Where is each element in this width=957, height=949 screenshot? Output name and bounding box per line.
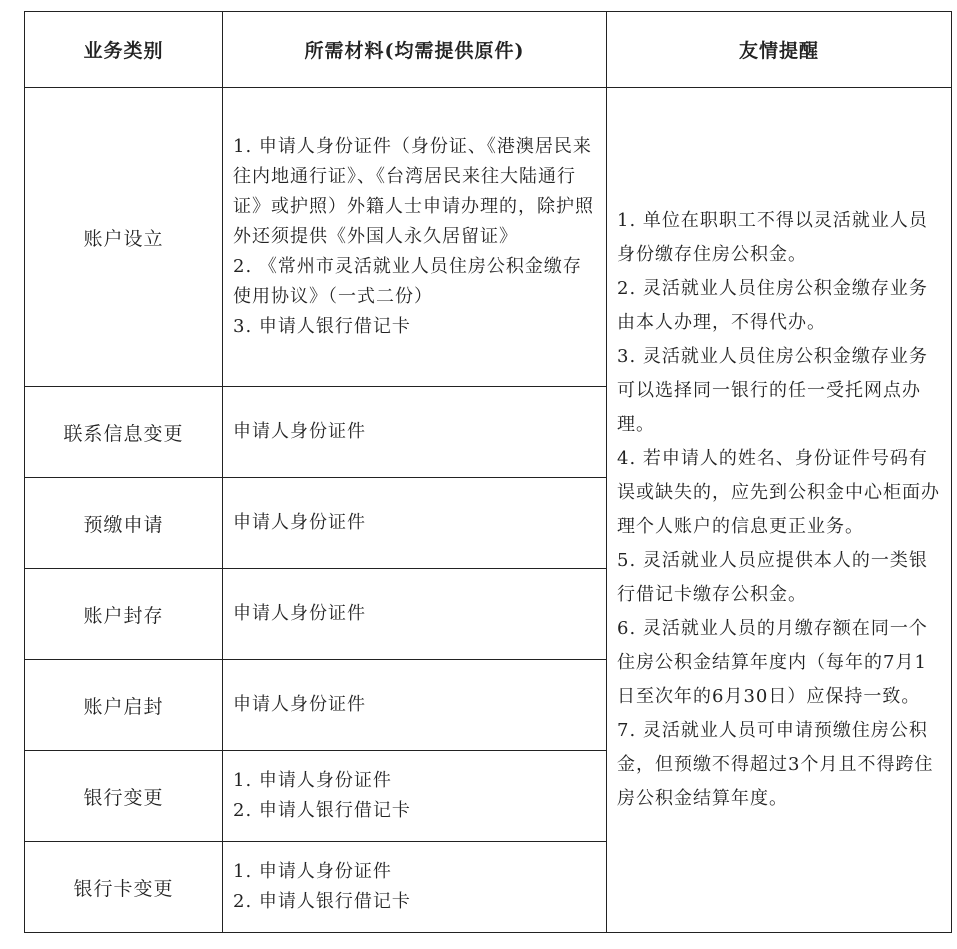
header-tips: 友情提醒 bbox=[607, 12, 952, 88]
tip-item: 4. 若申请人的姓名、身份证件号码有误或缺失的，应先到公积金中心柜面办理个人账户的信息更正业务。 bbox=[617, 448, 940, 537]
tip-item: 1. 单位在职职工不得以灵活就业人员身份缴存住房公积金。 bbox=[617, 210, 928, 265]
tip-item: 3. 灵活就业人员住房公积金缴存业务可以选择同一银行的任一受托网点办理。 bbox=[617, 346, 928, 435]
tip-item: 7. 灵活就业人员可申请预缴住房公积金，但预缴不得超过3个月且不得跨住房公积金结算年度。 bbox=[617, 720, 934, 809]
material-item: 申请人身份证件 bbox=[233, 603, 366, 624]
material-item: 申请人身份证件 bbox=[233, 421, 366, 442]
header-row bbox=[25, 12, 952, 88]
material-item: 1. 申请人身份证件 bbox=[233, 861, 392, 882]
header-category: 业务类别 bbox=[25, 12, 223, 88]
materials-cell bbox=[223, 569, 607, 660]
category-cell: 账户启封 bbox=[25, 660, 223, 751]
materials-cell bbox=[223, 842, 607, 933]
category-cell: 预缴申请 bbox=[25, 478, 223, 569]
requirements-table bbox=[24, 11, 952, 933]
material-item: 2. 《常州市灵活就业人员住房公积金缴存使用协议》（一式二份） bbox=[233, 256, 582, 307]
material-item: 3. 申请人银行借记卡 bbox=[233, 316, 411, 337]
material-item: 2. 申请人银行借记卡 bbox=[233, 891, 411, 912]
category-cell: 联系信息变更 bbox=[25, 387, 223, 478]
table-row bbox=[25, 88, 952, 387]
material-item: 1. 申请人身份证件（身份证、《港澳居民来往内地通行证》、《台湾居民来往大陆通行证》或护照）外籍人士申请办理的，除护照外还须提供《外国人永久居留证》 bbox=[233, 136, 594, 247]
tips-cell bbox=[607, 88, 952, 933]
materials-cell bbox=[223, 660, 607, 751]
materials-cell bbox=[223, 88, 607, 387]
materials-cell bbox=[223, 478, 607, 569]
tip-item: 2. 灵活就业人员住房公积金缴存业务由本人办理，不得代办。 bbox=[617, 278, 928, 333]
category-cell: 银行变更 bbox=[25, 751, 223, 842]
material-item: 申请人身份证件 bbox=[233, 694, 366, 715]
material-item: 申请人身份证件 bbox=[233, 512, 366, 533]
header-materials: 所需材料(均需提供原件) bbox=[223, 12, 607, 88]
materials-cell bbox=[223, 387, 607, 478]
category-cell: 账户封存 bbox=[25, 569, 223, 660]
tip-item: 5. 灵活就业人员应提供本人的一类银行借记卡缴存公积金。 bbox=[617, 550, 928, 605]
category-cell: 账户设立 bbox=[25, 88, 223, 387]
category-cell: 银行卡变更 bbox=[25, 842, 223, 933]
material-item: 1. 申请人身份证件 bbox=[233, 770, 392, 791]
materials-cell bbox=[223, 751, 607, 842]
tip-item: 6. 灵活就业人员的月缴存额在同一个住房公积金结算年度内（每年的7月1日至次年的6月30日）应保持一致。 bbox=[617, 618, 928, 707]
material-item: 2. 申请人银行借记卡 bbox=[233, 800, 411, 821]
